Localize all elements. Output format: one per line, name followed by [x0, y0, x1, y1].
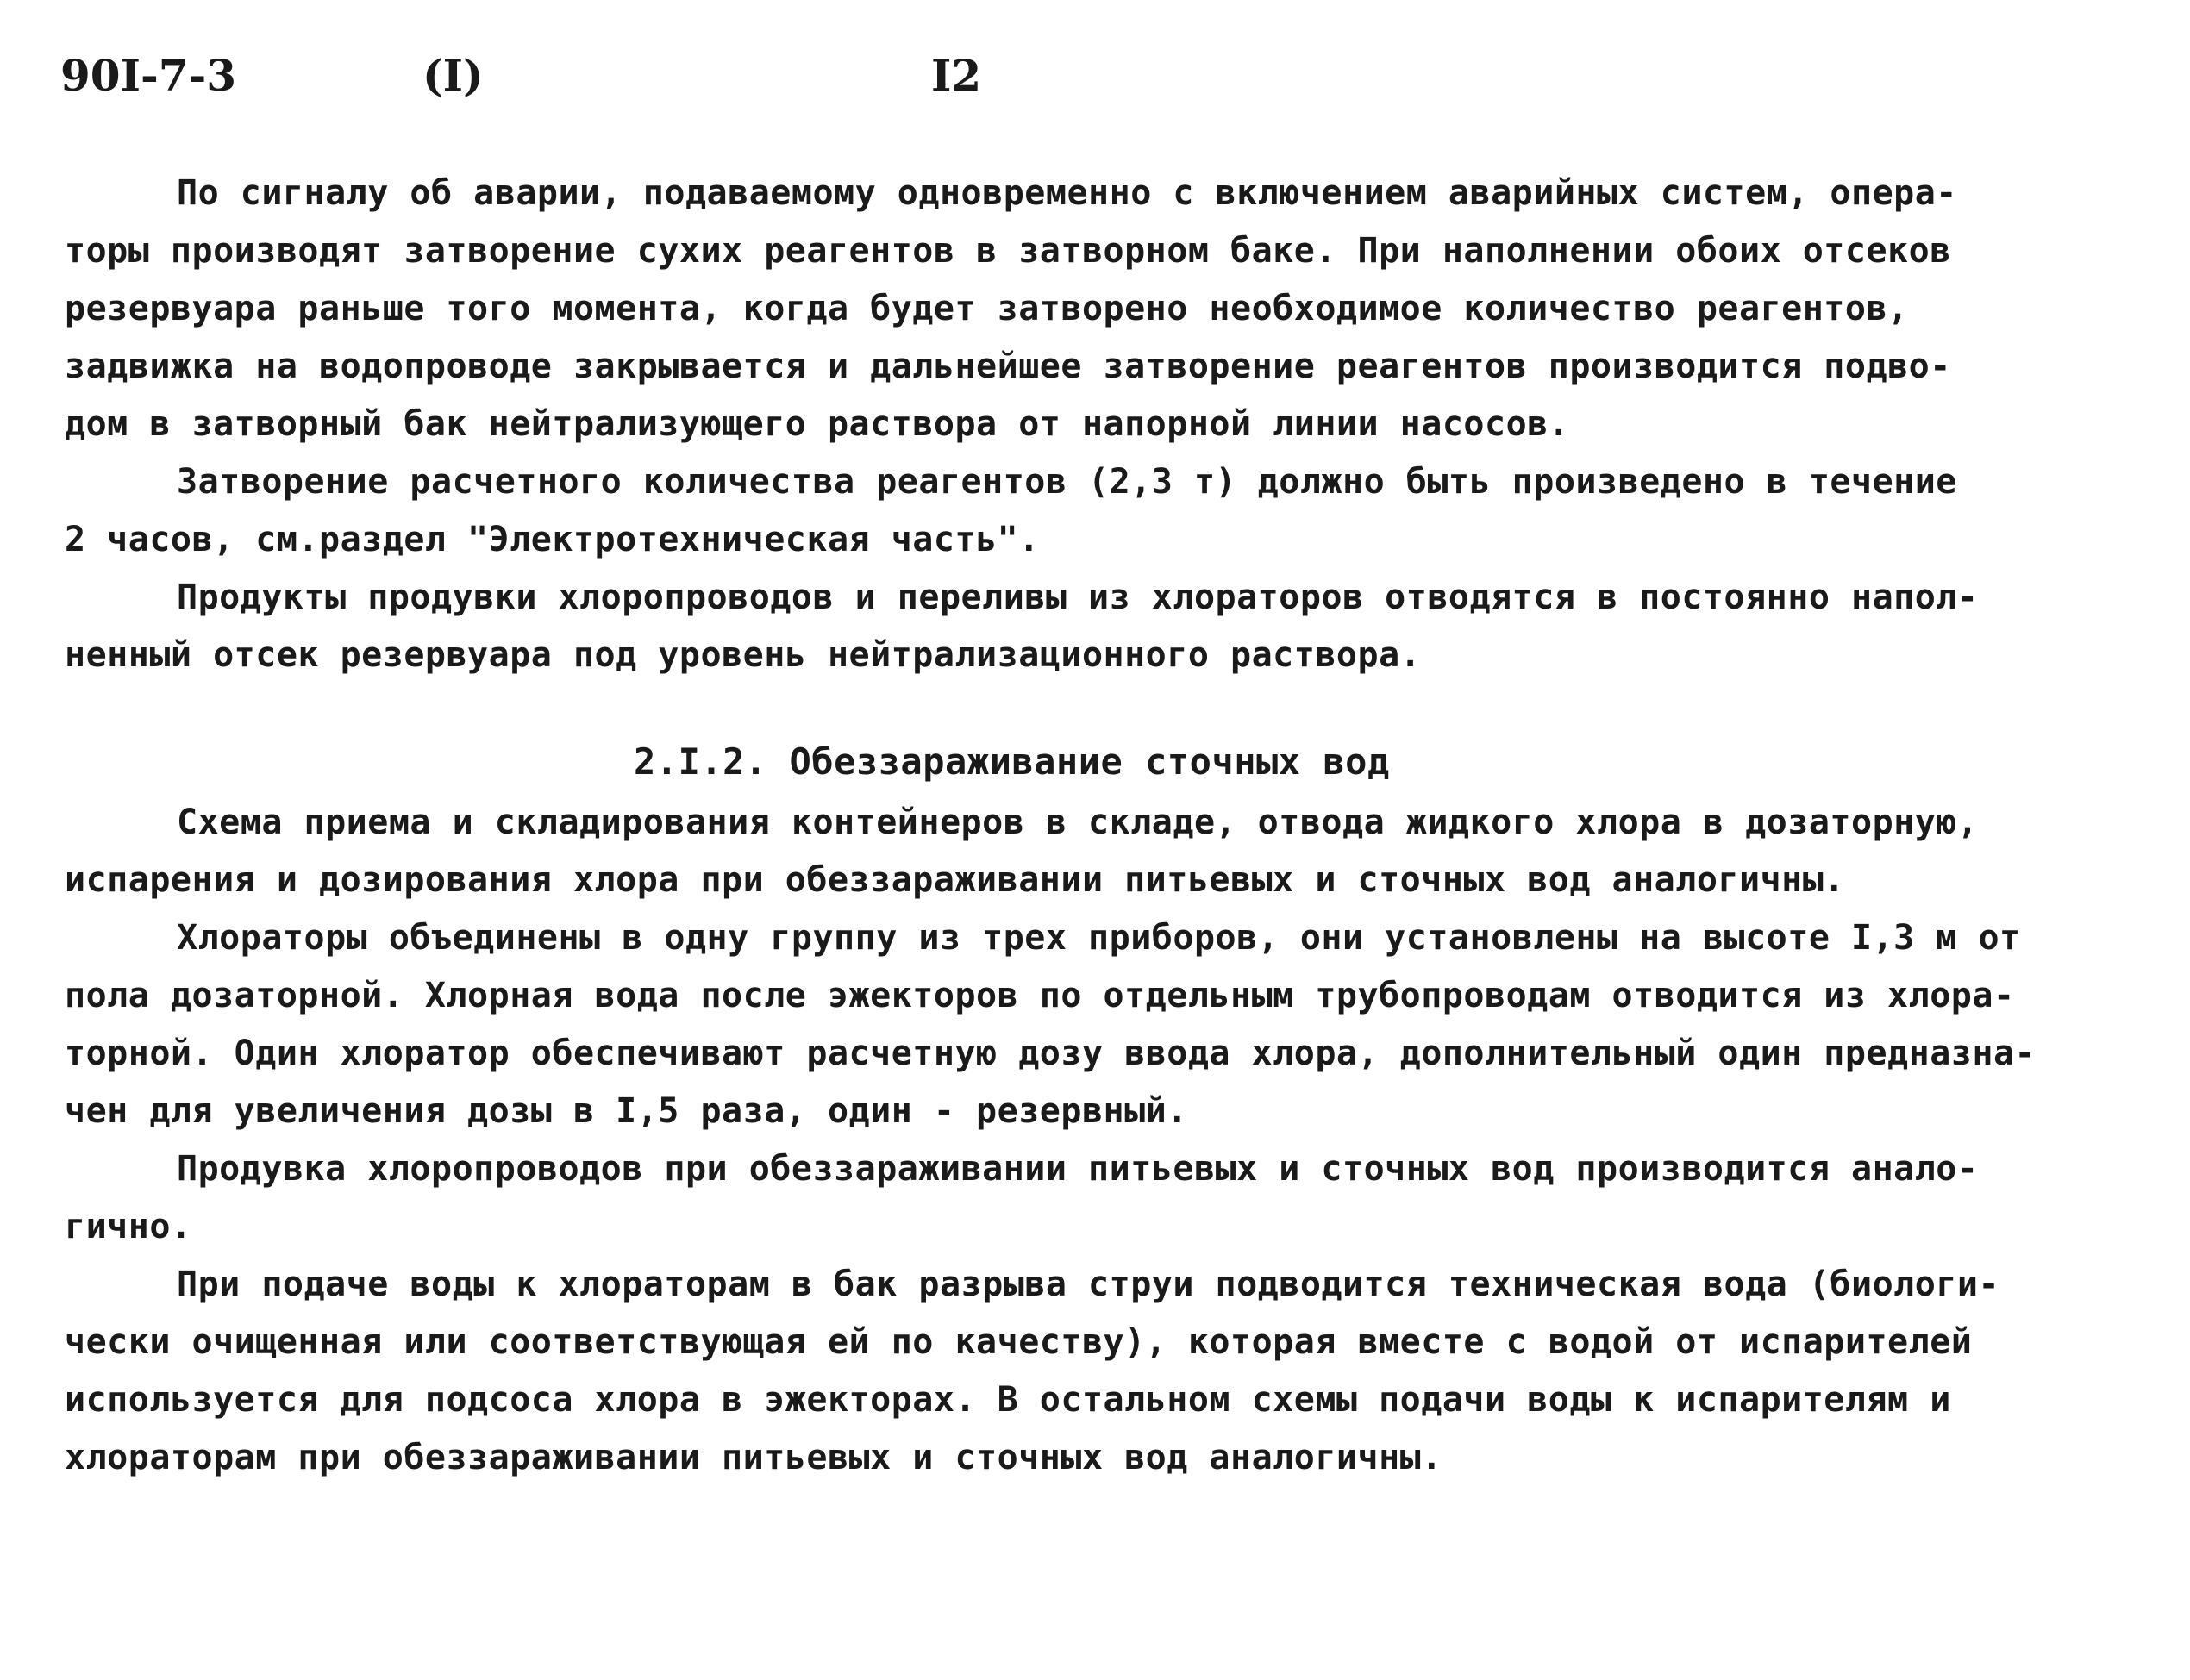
paragraph-1-line-3: резервуара раньше того момента, когда будет затворено необходимое количество реагентов,: [65, 289, 1909, 328]
paragraph-4-line-1: Схема приема и складирования контейнеров в складе, отвода жидкого хлора в дозаторную,: [177, 803, 1979, 842]
paragraph-1-line-2: торы производят затворение сухих реагентов в затворном баке. При наполнении обоих отсеков: [65, 231, 1951, 271]
page-header: [60, 50, 1095, 110]
paragraph-2-line-1: Затворение расчетного количества реагентов (2,3 т) должно быть произведено в течение: [177, 462, 1957, 502]
paragraph-7-line-1: При подаче воды к хлораторам в бак разрыва струи подводится техническая вода (биологи-: [177, 1265, 2000, 1304]
paragraph-3-line-2: ненный отсек резервуара под уровень нейтрализационного раствора.: [65, 635, 1422, 675]
section-heading: 2.I.2. Обеззараживание сточных вод: [634, 740, 1390, 783]
paragraph-1-line-4: задвижка на водопроводе закрывается и дальнейшее затворение реагентов производится подво-: [65, 347, 1951, 386]
paragraph-1-line-5: дом в затворный бак нейтрализующего раствора от напорной линии насосов.: [65, 404, 1570, 444]
paragraph-5-line-2: пола дозаторной. Хлорная вода после эжекторов по отдельным трубопроводам отводится из хлора-: [65, 976, 2015, 1015]
page-number: I2: [931, 50, 982, 101]
paragraph-6-line-2: гично.: [65, 1207, 192, 1246]
paragraph-5-line-1: Хлораторы объединены в одну группу из трех приборов, они установлены на высоте I,3 м от: [177, 918, 2021, 958]
document-code: 90I-7-3: [60, 50, 237, 101]
paragraph-7-line-2: чески очищенная или соответствующая ей по качеству), которая вместе с водой от испарителей: [65, 1322, 1973, 1362]
paragraph-5-line-4: чен для увеличения дозы в I,5 раза, один - резервный.: [65, 1091, 1188, 1131]
paragraph-6-line-1: Продувка хлоропроводов при обеззараживании питьевых и сточных вод производится анало-: [177, 1149, 1979, 1189]
paragraph-3-line-1: Продукты продувки хлоропроводов и переливы из хлораторов отводятся в постоянно напол-: [177, 578, 1979, 617]
part-number: (I): [422, 50, 484, 101]
paragraph-2-line-2: 2 часов, см.раздел "Электротехническая часть".: [65, 520, 1040, 559]
paragraph-7-line-4: хлораторам при обеззараживании питьевых и сточных вод аналогичны.: [65, 1438, 1442, 1477]
paragraph-1-line-1: По сигналу об аварии, подаваемому одновременно с включением аварийных систем, опера-: [177, 173, 1957, 213]
paragraph-5-line-3: торной. Один хлоратор обеспечивают расчетную дозу ввода хлора, дополнительный один предназна-: [65, 1034, 2037, 1073]
paragraph-7-line-3: используется для подсоса хлора в эжекторах. В остальном схемы подачи воды к испарителям и: [65, 1380, 1951, 1420]
paragraph-4-line-2: испарения и дозирования хлора при обеззараживании питьевых и сточных вод аналогичны.: [65, 860, 1845, 900]
